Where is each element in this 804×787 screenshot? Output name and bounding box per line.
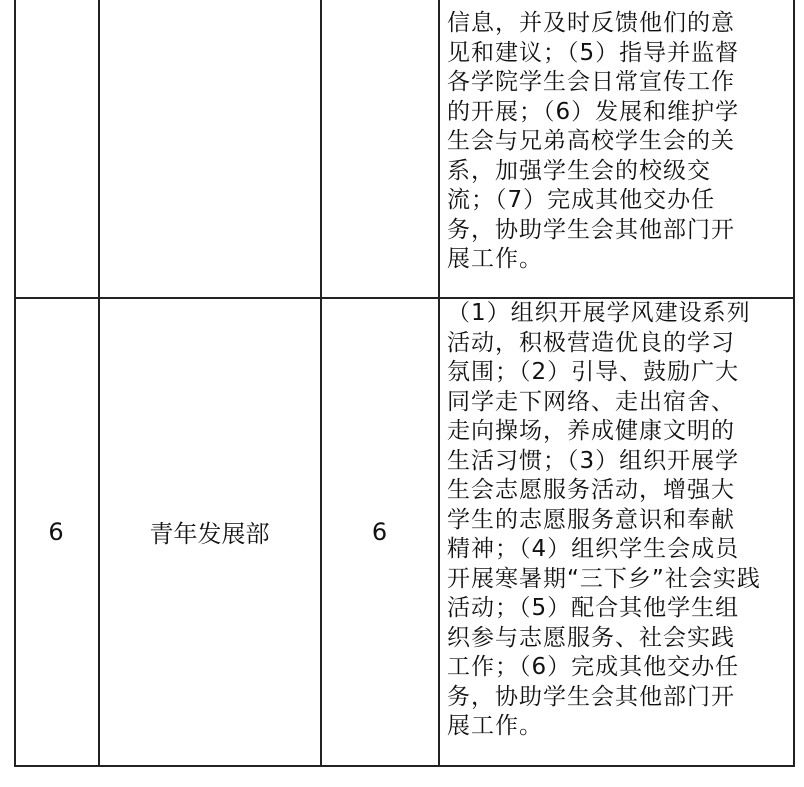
duty-line: 织参与志愿服务、社会实践 <box>447 624 735 651</box>
duty-line: 信息，并及时反馈他们的意 <box>447 10 735 36</box>
duty-line: 展工作。 <box>447 246 543 272</box>
table-cell-duties <box>447 299 787 742</box>
column-divider <box>438 0 440 767</box>
duty-line: 精神；（4）组织学生会成员 <box>447 536 740 562</box>
table-cell-duties <box>447 9 787 275</box>
table-border-right <box>793 0 795 767</box>
duty-line: 生活习惯；（3）组织开展学 <box>447 447 740 474</box>
duty-line: 氛围；（2）引导、鼓励广大 <box>447 359 740 385</box>
duty-line: 生会与兄弟高校学生会的关 <box>447 128 735 154</box>
duty-line: 见和建议；（5）指导并监督 <box>447 39 740 66</box>
duty-line: 系，加强学生会的校级交 <box>447 157 711 184</box>
duty-line: 学生的志愿服务意识和奉献 <box>447 506 735 533</box>
duty-line: 生会志愿服务活动，增强大 <box>447 477 735 503</box>
table-cell-department: 青年发展部 <box>149 520 270 548</box>
table-border-bottom <box>14 765 795 767</box>
duty-line: 同学走下网络、走出宿舍、 <box>447 388 735 415</box>
duties-table <box>14 0 795 767</box>
duty-line: 活动，积极营造优良的学习 <box>447 329 735 356</box>
duty-line: 走向操场，养成健康文明的 <box>447 418 735 444</box>
duty-line: （1）组织开展学风建设系列 <box>447 300 751 326</box>
duty-line: 流；（7）完成其他交办任 <box>447 187 716 213</box>
duty-line: 工作；（6）完成其他交办任 <box>447 654 740 680</box>
duty-line: 各学院学生会日常宣传工作 <box>447 69 735 95</box>
duty-line: 开展寒暑期“三下乡”社会实践 <box>447 565 761 592</box>
table-cell-number: 6 <box>48 517 64 546</box>
duty-line: 务，协助学生会其他部门开 <box>447 216 735 243</box>
duty-line: 的开展；（6）发展和维护学 <box>447 98 740 125</box>
table-cell-count: 6 <box>371 517 388 546</box>
duty-line: 活动；（5）配合其他学生组 <box>447 595 740 621</box>
duty-line: 展工作。 <box>447 713 543 739</box>
duty-line: 务，协助学生会其他部门开 <box>447 683 735 710</box>
